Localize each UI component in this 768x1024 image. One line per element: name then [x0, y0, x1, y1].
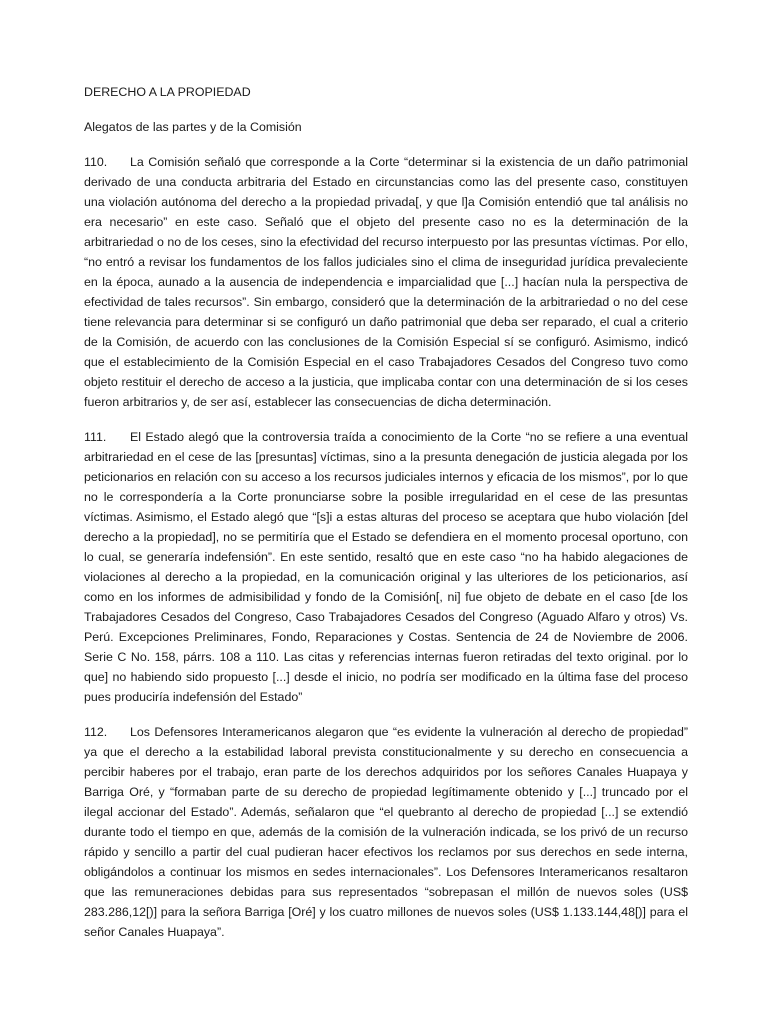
paragraph-number: 110. [84, 155, 108, 169]
paragraph-text: La Comisión señaló que corresponde a la Corte “determinar si la existencia de un daño patrimonial derivado de una conducta arbitraria del Estado en circunstancias como las del presente caso, constituyen una violación autónoma del derecho a la propiedad privada[, y que l]a Comisión entendió que tal análisis no era necesario” en este caso. Señaló que el objeto del presente caso no es la determinación de la arbitrariedad o no de los ceses, sino la efectividad del recurso interpuesto por las presuntas víctimas. Por ello, “no entró a revisar los fundamentos de los fallos judiciales sino el clima de inseguridad jurídica prevaleciente en la época, aunado a la ausencia de independencia e imparcialidad que [...] hacían nula la perspectiva de efectividad de tales recursos”. Sin embargo, consideró que la determinación de la arbitrariedad o no del cese tiene relevancia para determinar si se configuró un daño patrimonial que deba ser reparado, el cual a criterio de la Comisión, de acuerdo con las conclusiones de la Comisión Especial sí se configuró. Asimismo, indicó que el establecimiento de la Comisión Especial en el caso Trabajadores Cesados del Congreso tuvo como objeto restituir el derecho de acceso a la justicia, que implicaba contar con una determinación de si los ceses fueron arbitrarios y, de ser así, establecer las consecuencias de dicha determinación. [84, 155, 689, 409]
paragraph-number: 112. [84, 725, 108, 739]
paragraph-text: Los Defensores Interamericanos alegaron que “es evidente la vulneración al derecho de propiedad” ya que el derecho a la estabilidad laboral prevista constitucionalmente y su derecho en consecuencia a percibir haberes por el trabajo, eran parte de los derechos adquiridos por los señores Canales Huapaya y Barriga Oré, y “formaban parte de su derecho de propiedad legítimamente obtenido y [...] truncado por el ilegal accionar del Estado”. Además, señalaron que “el quebranto al derecho de propiedad [...] se extendió durante todo el tiempo en que, además de la comisión de la vulneración indicada, se los privó de un recurso rápido y sencillo a partir del cual pudieran hacer efectivos los reclamos por sus derechos en sede interna, obligándolos a continuar los mismos en sedes internacionales”. Los Defensores Interamericanos resaltaron que las remuneraciones debidas para sus representados “sobrepasan el millón de nuevos soles (US$ 283.286,12[)] para la señora Barriga [Oré] y los cuatro millones de nuevos soles (US$ 1.133.144,48[)] para el señor Canales Huapaya”. [84, 725, 688, 939]
paragraph-112 [84, 722, 688, 942]
paragraph-number: 111. [84, 430, 107, 444]
paragraph-110 [84, 152, 688, 412]
section-subtitle: Alegatos de las partes y de la Comisión [84, 120, 302, 134]
document-title: DERECHO A LA PROPIEDAD [84, 85, 251, 99]
paragraph-text: El Estado alegó que la controversia traída a conocimiento de la Corte “no se refiere a una eventual arbitrariedad en el cese de las [presuntas] víctimas, sino a la presunta denegación de justicia alegada por los peticionarios en relación con su acceso a los recursos judiciales internos y eficacia de los mismos”, por lo que no le correspondería a la Corte pronunciarse sobre la posible irregularidad en el cese de las presuntas víctimas. Asimismo, el Estado alegó que “[s]i a estas alturas del proceso se aceptara que hubo violación [del derecho a la propiedad], no se permitiría que el Estado se defendiera en el momento procesal oportuno, con lo cual, se generaría indefensión”. En este sentido, resaltó que en este caso “no ha habido alegaciones de violaciones al derecho a la propiedad, en la comunicación original y las ulteriores de los peticionarios, así como en los informes de admisibilidad y fondo de la Comisión[, ni] fue objeto de debate en el caso [de los Trabajadores Cesados del Congreso, Caso Trabajadores Cesados del Congreso (Aguado Alfaro y otros) Vs. Perú. Excepciones Preliminares, Fondo, Reparaciones y Costas. Sentencia de 24 de Noviembre de 2006. Serie C No. 158, párrs. 108 a 110. Las citas y referencias internas fueron retiradas del texto original. por lo que] no habiendo sido propuesto [...] desde el inicio, no podría ser modificado en la última fase del proceso pues produciría indefensión del Estado” [84, 430, 688, 704]
paragraph-111 [84, 427, 688, 707]
